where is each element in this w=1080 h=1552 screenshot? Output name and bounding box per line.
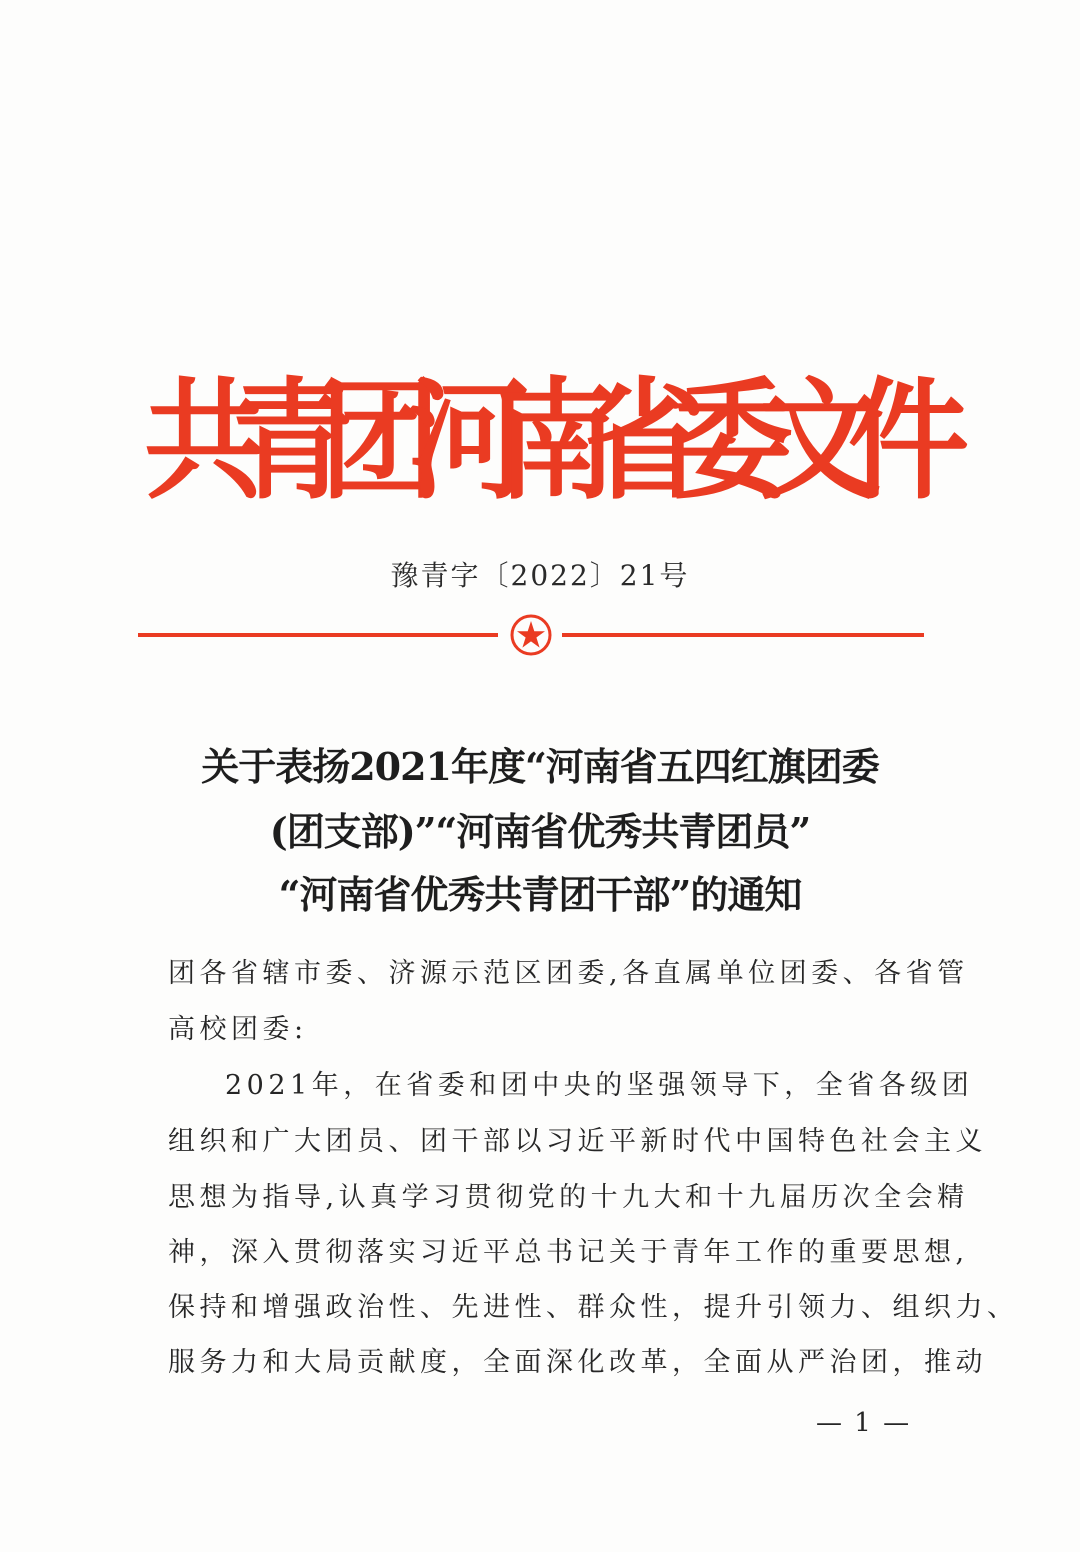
red-rule-right [562, 633, 924, 637]
document-header: 共青团河南省委文件 [143, 365, 936, 518]
body-line: 神，深入贯彻落实习近平总书记关于青年工作的重要思想, [168, 1237, 969, 1268]
body-line: 高校团委: [168, 1014, 308, 1045]
star-circle-icon [509, 613, 553, 657]
page-number: — 1 — [816, 1408, 912, 1438]
body-line: 2021年，在省委和团中央的坚强领导下，全省各级团 [225, 1070, 974, 1101]
body-line: 保持和增强政治性、先进性、群众性，提升引领力、组织力、 [168, 1292, 1019, 1323]
body-line: 团各省辖市委、济源示范区团委,各直属单位团委、各省管 [168, 958, 969, 989]
red-rule-left [138, 633, 498, 637]
body-line: 服务力和大局贡献度，全面深化改革，全面从严治团，推动 [168, 1347, 987, 1378]
body-line: 组织和广大团员、团干部以习近平新时代中国特色社会主义 [168, 1126, 987, 1157]
title-line: “河南省优秀共青团干部”的通知 [278, 872, 802, 917]
document-number: 豫青字〔2022〕21号 [390, 559, 690, 592]
body-line: 思想为指导,认真学习贯彻党的十九大和十九届历次全会精 [168, 1182, 969, 1213]
title-line: 关于表扬2021年度“河南省五四红旗团委 [201, 744, 879, 789]
title-line: (团支部)”“河南省优秀共青团员” [269, 809, 811, 854]
